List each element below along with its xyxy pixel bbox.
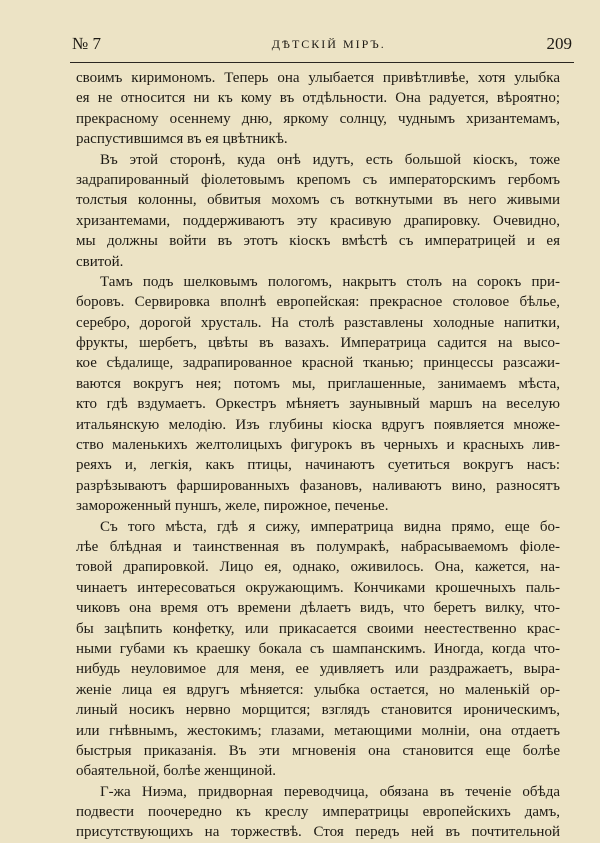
text-line: чинаетъ интересоваться окружающимъ. Кончиками крошечныхъ паль- [76,579,560,596]
text-line: Съ того мѣста, гдѣ я сижу, императрица видна прямо, еще бо- [100,518,560,535]
text-line: своимъ киримономъ. Теперь она улыбается привѣтливѣе, хотя улыбка [76,70,560,86]
text-line: Тамъ подъ шелковымъ пологомъ, накрытъ столъ на сорокъ при- [100,273,560,290]
text-line: замороженный пуншъ, желе, пирожное, печенье. [76,498,389,515]
text-line: ваются вокругъ нея; потомъ мы, приглашенные, занимаемъ мѣста, [76,375,560,392]
body-text [76,68,560,843]
text-line: ными губами къ краешку бокала съ шампанскимъ. Иногда, когда что- [76,640,560,657]
text-line: лѣе блѣдная и таинственная въ полумракѣ, набрасываемомъ фіоле- [76,538,560,555]
text-line: Въ этой сторонѣ, куда онѣ идутъ, есть большой кіоскъ, тоже [100,151,560,168]
page-number: 209 [546,34,572,53]
text-line: женіе лица ея вдругъ мѣняется: улыбка остается, но маленькій ор- [76,681,560,698]
text-line: быстрыя приказанія. Въ эти мгновенія она становится еще болѣе [76,742,560,759]
text-line: ея не относится ни къ кому въ отдѣльности. Она радуется, вѣроятно; [76,90,560,107]
text-line: разрѣзываютъ фаршированныхъ фазановъ, наливаютъ вино, разносятъ [76,477,560,494]
text-line: толстыя колонны, обвитыя мохомъ съ воткнутыми въ него живыми [76,192,560,209]
text-line: бы зацѣпить конфетку, или прикасается своими неестественно крас- [76,620,560,637]
text-line: обаятельной, болѣе женщиной. [76,763,276,780]
text-line: серебро, дорогой хрусталь. На столѣ разставлены холодные напитки, [76,314,560,331]
text-line: прекрасному осеннему дню, яркому солнцу, чуднымъ хризантемамъ, [76,110,560,127]
text-line: или гнѣвнымъ, жестокимъ; глазами, метающими молніи, она отдаетъ [76,722,560,739]
text-line: товой драпировкой. Лицо ея, однако, оживилось. Она, кажется, на- [76,559,560,576]
text-line: линый носикъ нервно морщится; взглядъ становится ироническимъ, [76,702,560,719]
text-line: Г-жа Ниэма, придворная переводчица, обязана въ теченіе обѣда [100,783,560,800]
text-line: распустившимся въ ея цвѣтникѣ. [76,131,288,148]
text-line: боровъ. Сервировка вполнѣ европейская: прекрасное столовое бѣлье, [76,294,560,311]
page-header [72,32,572,56]
text-line: фрукты, шербетъ, цвѣты въ вазахъ. Императрица садится на высо- [76,335,560,352]
text-line: задрапированный фіолетовымъ крепомъ съ императорскимъ гербомъ [76,171,560,188]
text-line: чиковъ она время отъ времени дѣлаетъ видъ, что беретъ вилку, что- [76,600,560,617]
text-line: реяхъ и, легкія, какъ птицы, начинаютъ суетиться вокругъ насъ: [76,457,560,474]
text-line: хризантемами, поддерживаютъ эту красивую драпировку. Очевидно, [76,212,560,229]
text-line: итальянскую мелодію. Изъ глубины кіоска вдругъ появляется множе- [76,416,560,433]
text-line: подвести поочередно къ креслу императрицы европейскихъ дамъ, [76,804,560,821]
text-line: кто гдѣ вздумаетъ. Оркестръ мѣняетъ заунывный маршъ на веселую [76,396,560,413]
text-line: нибудь неуловимое для меня, ее удивляетъ или раздражаетъ, выра- [76,661,560,678]
issue-number: № 7 [72,34,101,53]
text-line: мы должны войти въ этотъ кіоскъ вмѣстѣ съ императрицей и ея [76,233,560,250]
journal-title: ДѢТСКІЙ МІРЪ. [271,36,386,51]
header-divider [70,62,574,63]
text-line: присутствующихъ на торжествѣ. Стоя передъ ней въ почтительной [76,824,560,841]
text-line: свитой. [76,253,124,270]
text-line: ство маленькихъ желтолицыхъ фигурокъ въ черныхъ и красныхъ лив- [76,437,560,454]
text-line: кое сѣдалище, задрапированное красной тканью; принцессы разсажи- [76,355,560,372]
